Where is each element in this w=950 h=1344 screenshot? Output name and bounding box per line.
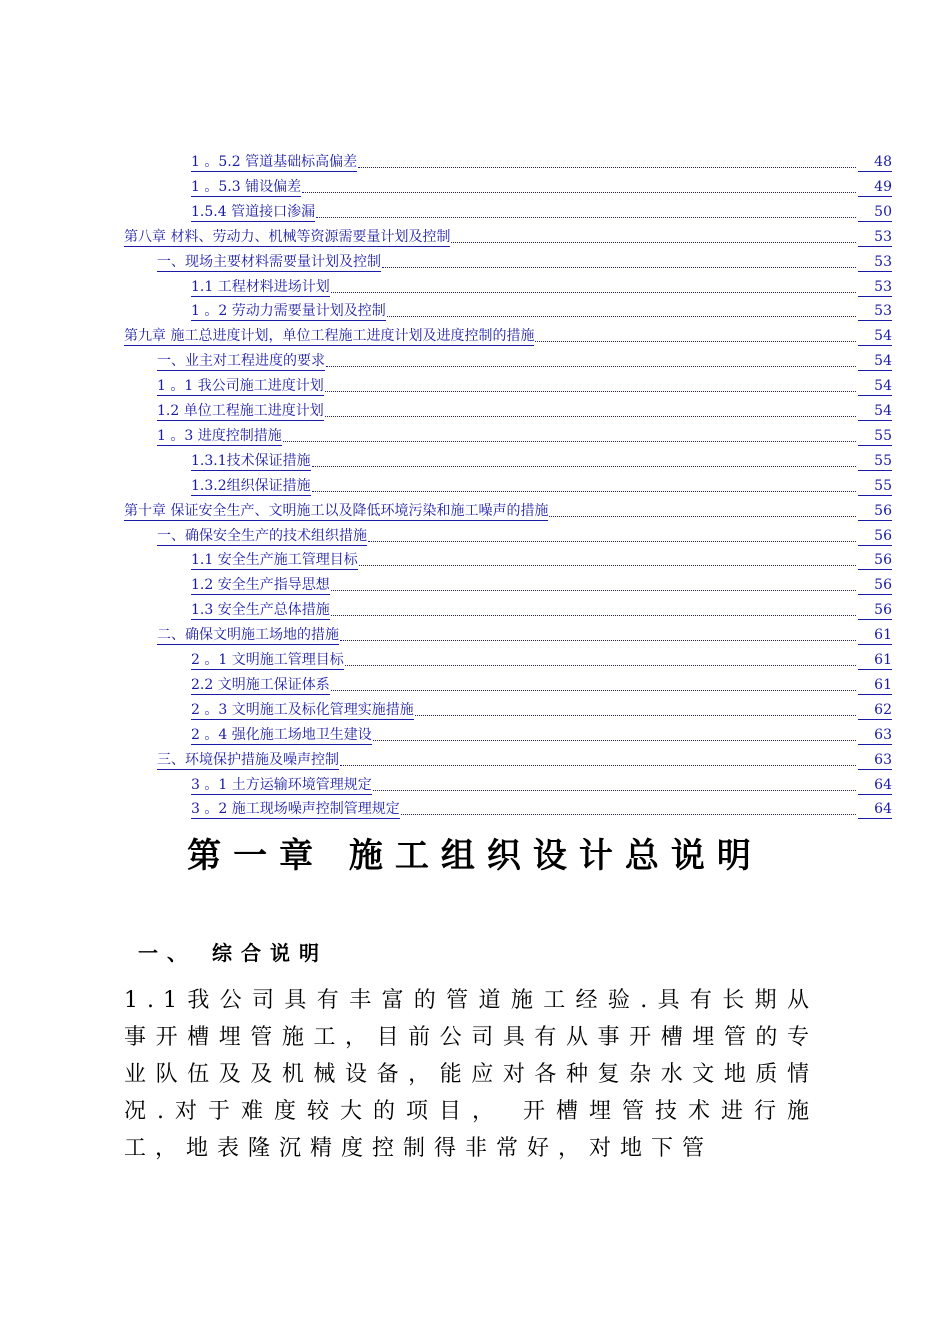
toc-entry[interactable] (191, 573, 892, 595)
toc-leader-dots (340, 639, 856, 641)
toc-entry-label: 1.1 工程材料进场计划 (191, 278, 330, 295)
toc-leader-dots (415, 714, 856, 716)
toc-entry-label: 1.5.4 管道接口渗漏 (191, 203, 316, 220)
toc-leader-dots (331, 689, 856, 691)
toc-entry-page: 61 (858, 676, 892, 695)
toc-entry-label: 一、确保安全生产的技术组织措施 (157, 527, 367, 544)
toc-entry[interactable] (157, 374, 892, 396)
toc-entry-page: 54 (858, 327, 892, 346)
toc-leader-dots (345, 664, 856, 666)
toc-entry-label: 三、环境保护措施及噪声控制 (157, 751, 339, 768)
toc-entry[interactable] (157, 250, 892, 272)
toc-entry[interactable] (191, 598, 892, 620)
toc-entry[interactable] (191, 548, 892, 570)
toc-entry-page: 63 (858, 751, 892, 770)
toc-entry-page: 64 (858, 800, 892, 819)
toc-leader-dots (331, 589, 856, 591)
toc-leader-dots (302, 191, 856, 193)
body-paragraph: 1.1我公司具有丰富的管道施工经验.具有长期从事开槽埋管施工，目前公司具有从事开槽埋管的专业队伍及及机械设备，能应对各种复杂水文地质情况.对于难度较大的项目， 开槽埋管技术进行施工，地表隆沉精度控制得非常好，对地下管 (124, 988, 818, 1161)
toc-entry[interactable] (157, 424, 892, 446)
toc-entry-label: 1.3.2组织保证措施 (191, 477, 311, 494)
toc-leader-dots (451, 241, 856, 243)
toc-entry-label: 1.1 安全生产施工管理目标 (191, 552, 358, 569)
toc-entry-page: 53 (858, 278, 892, 297)
toc-entry[interactable] (191, 474, 892, 496)
toc-leader-dots (368, 540, 856, 542)
toc-leader-dots (331, 614, 856, 616)
toc-entry-label: 2 。3 文明施工及标化管理实施措施 (191, 701, 414, 718)
toc-entry[interactable] (191, 673, 892, 695)
toc-leader-dots (325, 390, 856, 392)
chapter-title: 第一章 施工组织设计总说明 (187, 836, 763, 876)
toc-entry-label: 1 。5.3 铺设偏差 (191, 178, 302, 195)
toc-entry-label: 一、业主对工程进度的要求 (157, 353, 325, 370)
section-title: 一、 综合说明 (138, 941, 328, 965)
toc-entry-page: 53 (858, 253, 892, 272)
toc-entry-label: 1 。5.2 管道基础标高偏差 (191, 154, 358, 170)
toc-entry[interactable] (157, 748, 892, 770)
toc-entry-page: 48 (858, 153, 892, 172)
toc-entry[interactable] (191, 723, 892, 745)
toc-leader-dots (325, 415, 856, 417)
toc-entry[interactable] (124, 324, 892, 346)
toc-leader-dots (549, 515, 856, 517)
toc-leader-dots (382, 266, 856, 268)
toc-entry-page: 61 (858, 651, 892, 670)
toc-leader-dots (316, 216, 856, 218)
toc-entry[interactable] (191, 773, 892, 795)
toc-entry[interactable] (124, 499, 892, 521)
toc-leader-dots (387, 315, 856, 317)
toc-entry-page: 62 (858, 701, 892, 720)
toc-leader-dots (326, 365, 856, 367)
toc-leader-dots (283, 440, 856, 442)
toc-entry[interactable] (191, 275, 892, 297)
toc-entry-page: 64 (858, 776, 892, 795)
toc-entry-page: 56 (858, 601, 892, 620)
toc-entry-page: 61 (858, 626, 892, 645)
toc-entry-label: 1 。1 我公司施工进度计划 (157, 378, 324, 395)
toc-leader-dots (359, 564, 856, 566)
toc-entry[interactable] (191, 299, 892, 321)
toc-entry-page: 56 (858, 527, 892, 546)
toc-entry-label: 1.3 安全生产总体措施 (191, 602, 330, 619)
toc-entry-page: 56 (858, 576, 892, 595)
toc-leader-dots (373, 739, 856, 741)
toc-entry[interactable] (191, 449, 892, 471)
toc-entry-label: 1 。2 劳动力需要量计划及控制 (191, 303, 386, 320)
toc-entry[interactable] (191, 150, 892, 172)
toc-entry[interactable] (191, 648, 892, 670)
toc-leader-dots (401, 813, 856, 815)
toc-leader-dots (535, 340, 856, 342)
toc-entry[interactable] (191, 175, 892, 197)
toc-leader-dots (312, 490, 856, 492)
toc-entry[interactable] (191, 797, 892, 819)
toc-entry-label: 1 。3 进度控制措施 (157, 427, 282, 444)
toc-entry-page: 53 (858, 302, 892, 321)
toc-entry[interactable] (191, 200, 892, 222)
toc-entry-label: 2 。1 文明施工管理目标 (191, 652, 344, 668)
toc-entry-page: 56 (858, 502, 892, 521)
toc-entry-page: 50 (858, 203, 892, 222)
toc-entry[interactable] (157, 623, 892, 645)
toc-entry-label: 3 。2 施工现场噪声控制管理规定 (191, 801, 400, 818)
toc-entry-label: 1.2 单位工程施工进度计划 (157, 403, 324, 419)
toc-entry[interactable] (157, 349, 892, 371)
toc-leader-dots (340, 764, 856, 766)
toc-entry-page: 54 (858, 377, 892, 396)
toc-entry-page: 49 (858, 178, 892, 197)
toc-entry-page: 63 (858, 726, 892, 745)
toc-entry[interactable] (124, 225, 892, 247)
toc-entry-page: 53 (858, 228, 892, 247)
toc-entry-page: 54 (858, 402, 892, 421)
toc-entry-page: 55 (858, 427, 892, 446)
toc-entry-label: 3 。1 土方运输环境管理规定 (191, 776, 372, 793)
toc-entry-label: 第十章 保证安全生产、文明施工以及降低环境污染和施工噪声的措施 (124, 502, 549, 519)
toc-entry-label: 2 。4 强化施工场地卫生建设 (191, 726, 372, 743)
toc-entry-page: 55 (858, 477, 892, 496)
toc-entry-page: 54 (858, 352, 892, 371)
toc-entry-label: 第八章 材料、劳动力、机械等资源需要量计划及控制 (124, 228, 451, 245)
toc-leader-dots (331, 291, 856, 293)
toc-entry-label: 第九章 施工总进度计划，单位工程施工进度计划及进度控制的措施 (124, 328, 535, 345)
toc-leader-dots (373, 789, 856, 791)
toc-entry-label: 1.3.1技术保证措施 (191, 452, 311, 469)
toc-entry-label: 一、现场主要材料需要量计划及控制 (157, 253, 381, 270)
toc-entry[interactable] (191, 698, 892, 720)
toc-entry-label: 二、确保文明施工场地的措施 (157, 627, 339, 644)
toc-entry-label: 1.2 安全生产指导思想 (191, 577, 330, 594)
toc-entry[interactable] (157, 399, 892, 421)
toc-entry-label: 2.2 文明施工保证体系 (191, 676, 330, 693)
toc-leader-dots (312, 465, 856, 467)
toc-entry[interactable] (157, 524, 892, 546)
toc-entry-page: 55 (858, 452, 892, 471)
toc-leader-dots (358, 166, 856, 168)
toc-entry-page: 56 (858, 551, 892, 570)
